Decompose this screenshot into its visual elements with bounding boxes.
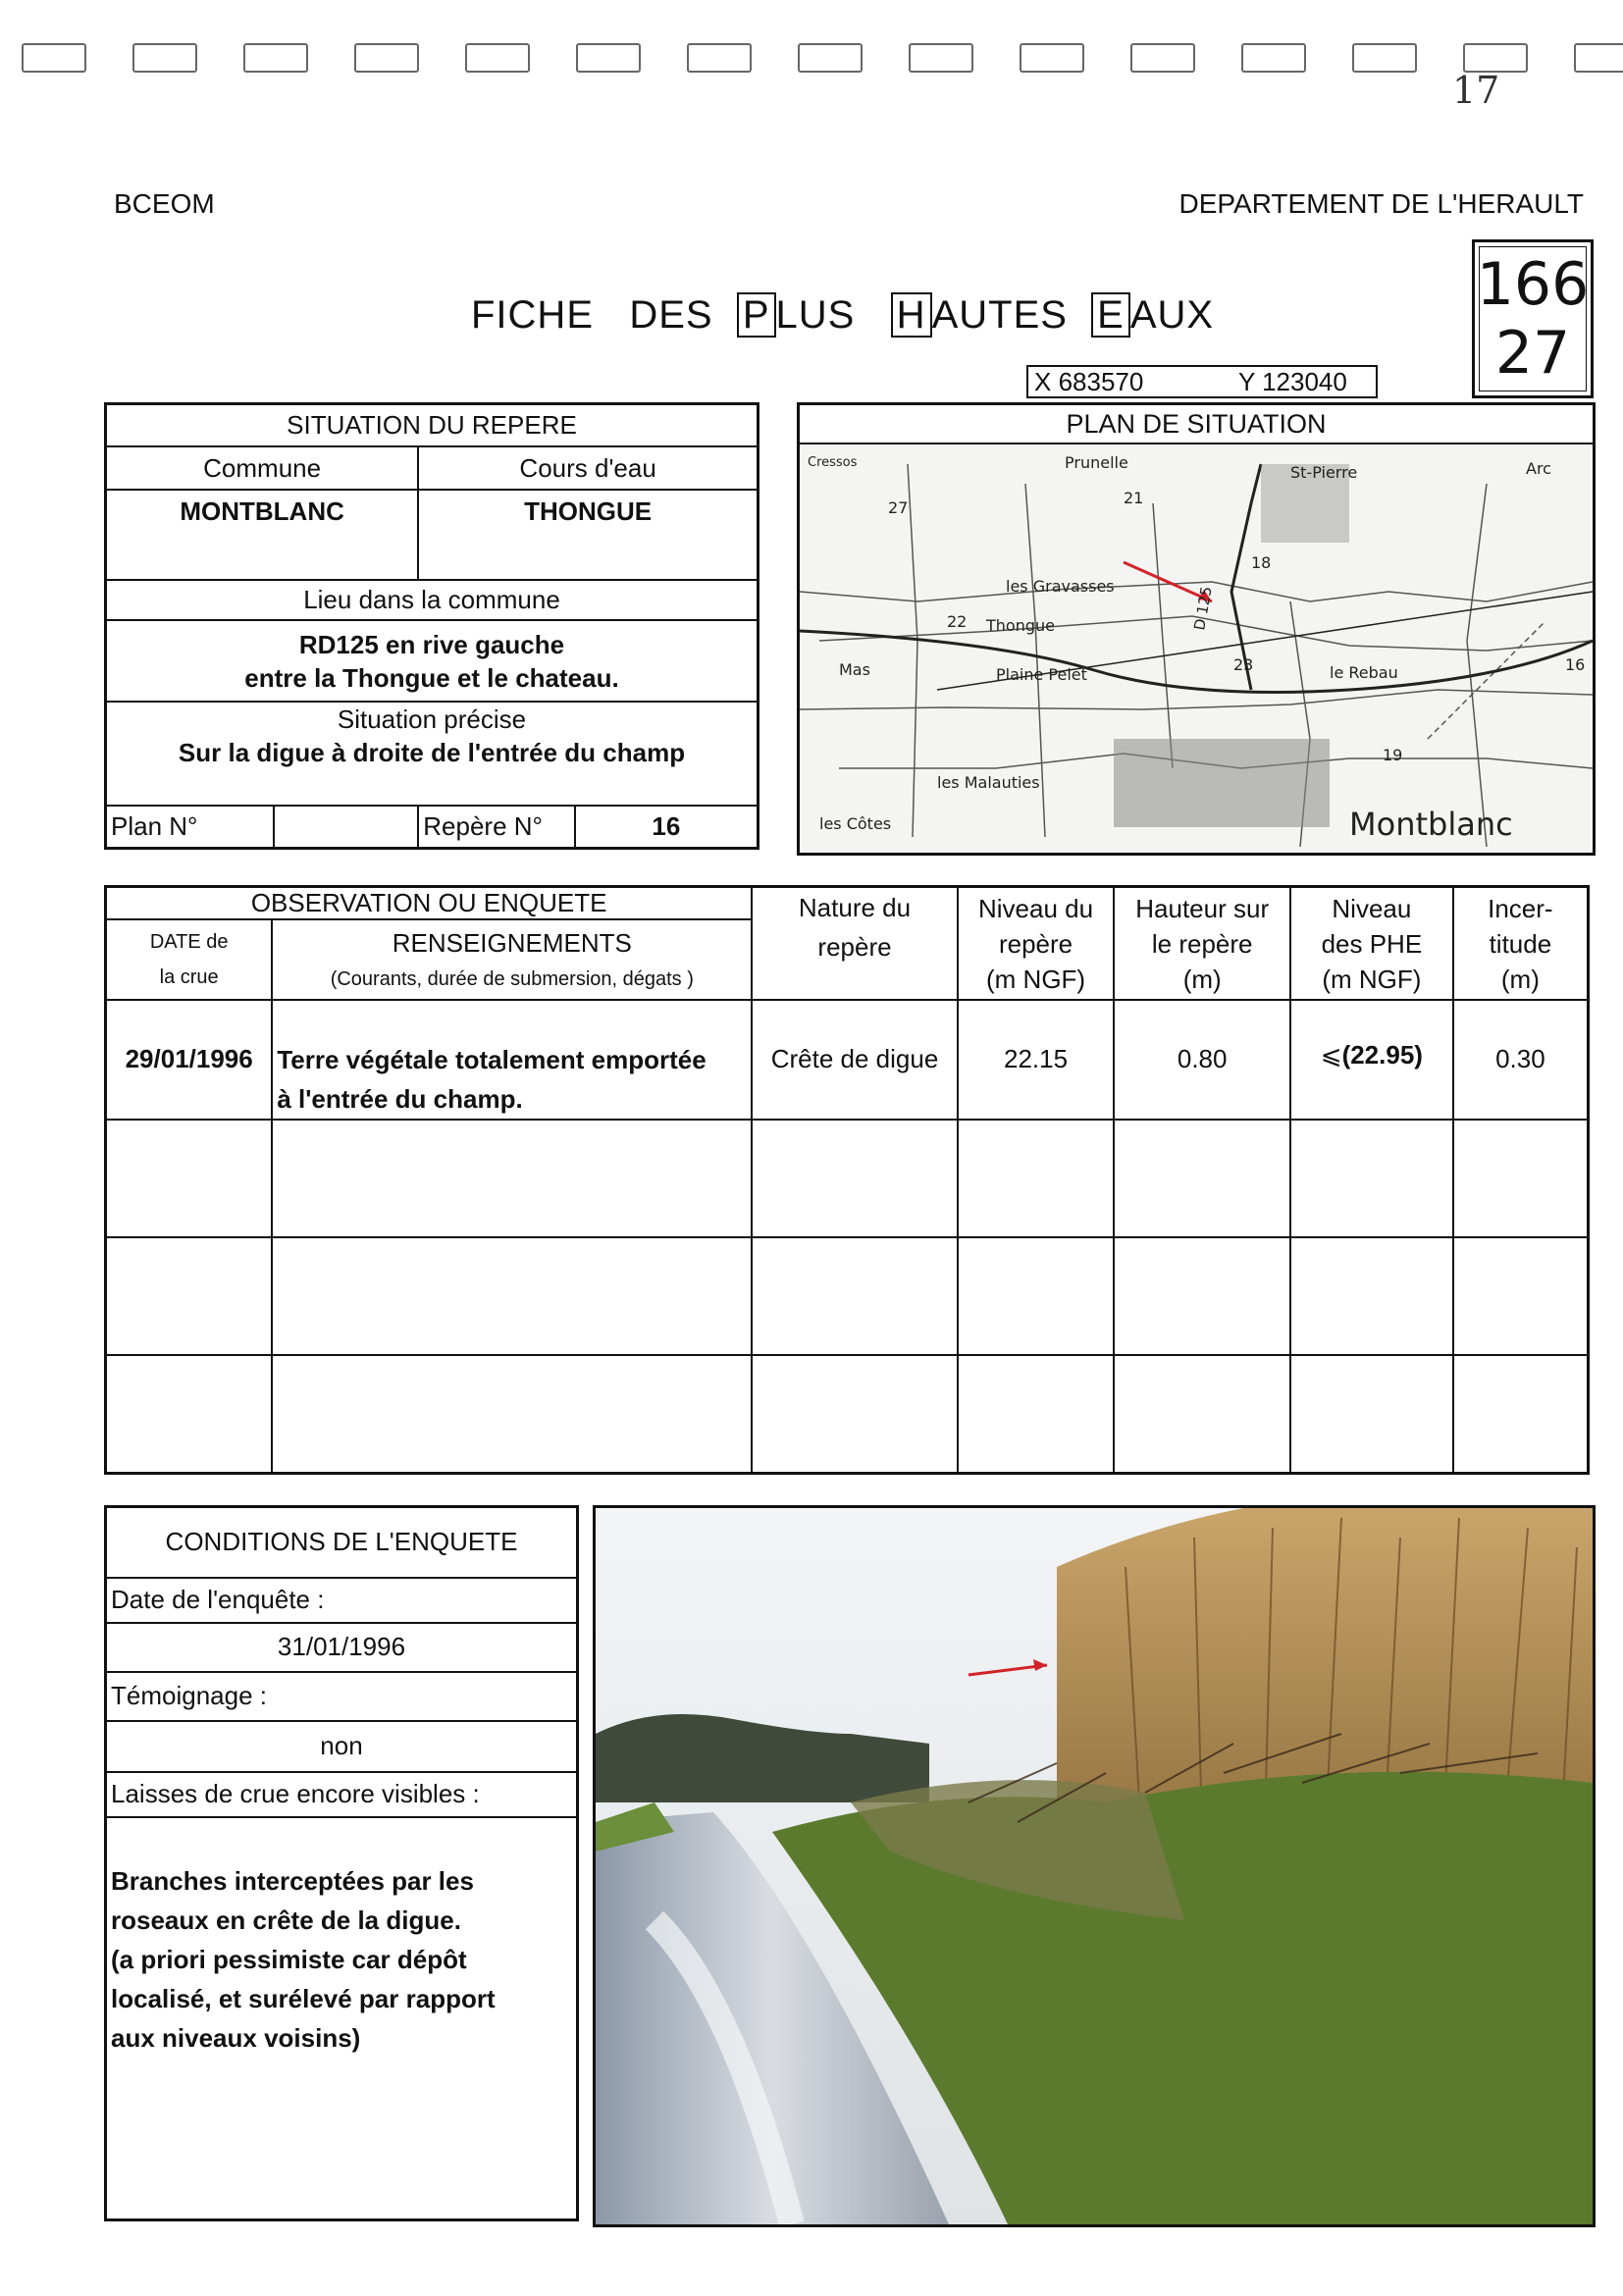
conditions-title: CONDITIONS DE L'ENQUETE [106, 1507, 578, 1578]
niveau-repere-header-line-2: repère [998, 928, 1073, 959]
coord-y: Y 123040 [1238, 367, 1347, 396]
lieu-label: Lieu dans la commune [106, 580, 759, 620]
date-header-line-1: DATE de [149, 931, 229, 953]
binder-hole [1020, 43, 1084, 73]
plan-value [274, 806, 418, 849]
row-date: 29/01/1996 [106, 1000, 273, 1120]
laisses-line-4: localisé, et surélevé par rapport [111, 1983, 496, 2013]
repere-value: 16 [575, 806, 759, 849]
row-nature: Crête de digue [752, 1000, 957, 1120]
situation-table [104, 402, 759, 850]
map-label-montblanc: Montblanc [1349, 806, 1513, 843]
row-hauteur: 0.80 [1114, 1000, 1290, 1120]
binder-hole [1574, 43, 1623, 73]
binder-hole [798, 43, 863, 73]
binder-hole [465, 43, 530, 73]
id-bottom: 27 [1494, 319, 1571, 388]
binder-hole [576, 43, 641, 73]
map-label-n23: 23 [1233, 655, 1254, 674]
title-e-letter: E [1091, 292, 1130, 338]
niveau-repere-header-line-3: (m NGF) [986, 964, 1086, 994]
temoignage-label: Témoignage : [106, 1672, 578, 1721]
table-row [106, 1237, 1589, 1355]
table-row [106, 1120, 1589, 1237]
row-phe-value: (22.95) [1341, 1040, 1423, 1070]
incertitude-header-line-3: (m) [1500, 964, 1540, 994]
site-photo-image [596, 1508, 1593, 2224]
plan-label: Plan N° [106, 806, 274, 849]
laisses-line-3: (a priori pessimiste car dépôt [111, 1944, 467, 1974]
date-header-line-2: la crue [159, 966, 219, 988]
hauteur-header-line-3: (m) [1182, 964, 1222, 994]
row-renseignements-line-2: à l'entrée du champ. [277, 1084, 523, 1114]
row-renseignements [272, 1000, 752, 1120]
conditions-table [104, 1505, 579, 2221]
laisses-value [106, 1817, 578, 2220]
binder-hole [132, 43, 197, 73]
nature-header [752, 887, 957, 1001]
incertitude-header [1453, 887, 1589, 1001]
repere-label: Repère N° [418, 806, 574, 849]
niveau-phe-header [1290, 887, 1453, 1001]
observation-table [104, 885, 1590, 1475]
map-label-rebau: le Rebau [1330, 663, 1398, 682]
map-label-mas: Mas [839, 660, 870, 679]
title-e-rest: AUX [1129, 293, 1215, 337]
title-h-letter: H [891, 292, 932, 338]
map-label-pierre: St-Pierre [1290, 463, 1358, 482]
row-phe [1290, 1000, 1453, 1120]
lieu-line-1: RD125 en rive gauche [298, 629, 565, 659]
table-row [106, 1355, 1589, 1473]
observation-title: OBSERVATION OU ENQUETE [106, 887, 753, 920]
nature-header-line-1: Nature du [798, 893, 912, 922]
binder-hole [909, 43, 973, 73]
laisses-line-2: roseaux en crête de la digue. [111, 1905, 461, 1935]
niveau-phe-header-line-1: Niveau [1332, 893, 1412, 923]
binder-hole [1352, 43, 1417, 73]
laisses-line-1: Branches interceptées par les [111, 1865, 474, 1896]
niveau-repere-header-line-1: Niveau du [978, 893, 1094, 923]
map-label-thongue: Thongue [986, 616, 1055, 635]
incertitude-header-line-1: Incer- [1488, 893, 1553, 923]
less-or-equal-icon: ⩽ [1320, 1040, 1342, 1070]
map-label-n16: 16 [1565, 655, 1586, 674]
map-label-n22: 22 [947, 612, 968, 631]
map-label-d125: D 125 [1190, 585, 1216, 632]
title-h-rest: AUTES [931, 293, 1068, 337]
commune-label: Commune [106, 446, 419, 490]
title-p-letter: P [737, 292, 776, 338]
hauteur-header-line-2: le repère [1151, 928, 1253, 959]
map-label-arc: Arc [1526, 459, 1551, 478]
map-label-n18: 18 [1251, 553, 1272, 572]
id-box [1472, 239, 1594, 398]
row-renseignements-line-1: Terre végétale totalement emportée [277, 1045, 707, 1074]
cours-value: THONGUE [418, 490, 758, 580]
renseignements-header [272, 919, 752, 1000]
map-label-plaine: Plaine Pelet [996, 665, 1087, 684]
map-label-malauties: les Malauties [937, 773, 1040, 792]
lieu-line-2: entre la Thongue et le chateau. [244, 662, 619, 693]
binder-hole [1241, 43, 1306, 73]
map-label-cressos: Cressos [808, 455, 858, 470]
nature-header-line-2: repère [817, 932, 892, 962]
temoignage-value: non [106, 1721, 578, 1772]
coordinates-box [1026, 365, 1378, 398]
page-number: 17 [1452, 69, 1500, 112]
site-photo [593, 1505, 1596, 2227]
map-title: PLAN DE SITUATION [800, 405, 1593, 444]
binder-hole [354, 43, 419, 73]
commune-value: MONTBLANC [106, 490, 419, 580]
title-p-rest: LUS [775, 293, 856, 337]
incertitude-header-line-2: titude [1489, 928, 1552, 959]
situation-map-panel [797, 402, 1596, 856]
precise-label: Situation précise [106, 702, 759, 738]
map-label-prunelle: Prunelle [1065, 453, 1128, 472]
header-left: BCEOM [114, 188, 215, 219]
niveau-phe-header-line-2: des PHE [1321, 928, 1423, 959]
binder-hole [687, 43, 752, 73]
row-incertitude: 0.30 [1453, 1000, 1589, 1120]
map-label-n27: 27 [888, 498, 909, 517]
date-header [106, 919, 273, 1000]
map-label-cotes: les Côtes [819, 814, 892, 833]
lieu-value [106, 620, 759, 702]
form-title [471, 292, 1214, 338]
table-row [106, 1000, 1589, 1120]
map-label-gravasses: les Gravasses [1006, 577, 1115, 596]
precise-value: Sur la digue à droite de l'entrée du champ [106, 738, 759, 806]
title-prefix: FICHE DES [471, 293, 713, 337]
laisses-line-5: aux niveaux voisins) [111, 2022, 361, 2053]
renseignements-header-sub: (Courants, durée de submersion, dégats ) [330, 968, 694, 990]
binder-hole [1130, 43, 1195, 73]
hauteur-header-line-1: Hauteur sur [1135, 893, 1270, 923]
niveau-repere-header [958, 887, 1115, 1001]
map-label-n19: 19 [1383, 746, 1403, 764]
niveau-phe-header-line-3: (m NGF) [1322, 964, 1422, 994]
renseignements-header-title: RENSEIGNEMENTS [392, 928, 632, 958]
coord-x: X 683570 [1034, 367, 1144, 396]
situation-title: SITUATION DU REPERE [106, 404, 759, 447]
binder-hole [22, 43, 86, 73]
binder-hole [243, 43, 308, 73]
id-top: 166 [1476, 250, 1590, 319]
map-label-n21: 21 [1124, 489, 1144, 507]
laisses-label: Laisses de crue encore visibles : [106, 1772, 578, 1817]
enquete-date-value: 31/01/1996 [106, 1623, 578, 1672]
topographic-map [800, 444, 1593, 853]
enquete-date-label: Date de l'enquête : [106, 1578, 578, 1623]
hauteur-header [1114, 887, 1290, 1001]
row-niveau-repere: 22.15 [958, 1000, 1115, 1120]
cours-label: Cours d'eau [418, 446, 758, 490]
header-right: DEPARTEMENT DE L'HERAULT [1178, 188, 1584, 219]
